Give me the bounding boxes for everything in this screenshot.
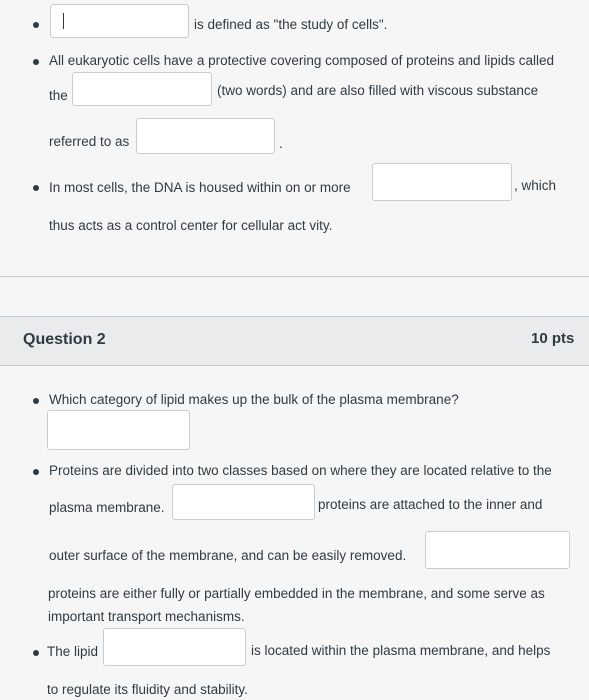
q2-item2-line5: important transport mechanisms. (48, 609, 245, 624)
item2-line1: All eukaryotic cells have a protective covering composed of proteins and lipids called (49, 53, 555, 68)
answer-blank-study-of-cells[interactable] (50, 4, 189, 38)
item3-line1-after: , which (514, 178, 557, 193)
bullet (33, 59, 39, 65)
item3-line2: thus acts as a control center for cellular act vity. (49, 218, 333, 233)
bullet (33, 22, 39, 28)
answer-blank-membrane-lipid[interactable] (103, 628, 246, 666)
item2-line3-before: referred to as (49, 134, 130, 149)
item1-text: is defined as "the study of cells". (194, 17, 388, 32)
q2-item3-line1-after: is located within the plasma membrane, and helps (251, 643, 551, 658)
bullet (33, 185, 39, 191)
q2-item3-line2: to regulate its fluidity and stability. (47, 682, 248, 697)
question-title: Question 2 (23, 331, 106, 348)
item2-line2-after: (two words) and are also filled with viscous substance (217, 83, 539, 98)
item3-line1-before: In most cells, the DNA is housed within on or more (49, 180, 351, 195)
item2-line2-before: the (49, 88, 68, 103)
question-2-header (0, 316, 589, 366)
answer-blank-integral-proteins[interactable] (425, 531, 570, 569)
item2-line3-after: . (279, 136, 283, 151)
q2-item3-line1-before: The lipid (47, 644, 99, 659)
q2-item2-line2-before: plasma membrane. (49, 500, 165, 515)
text-cursor (63, 13, 64, 29)
question-points: 10 pts (531, 330, 575, 347)
bullet (33, 398, 39, 404)
q2-item1-text: Which category of lipid makes up the bulk of the plasma membrane? (49, 392, 459, 407)
bullet (33, 469, 39, 475)
q2-item2-line4: proteins are either fully or partially embedded in the membrane, and some serve as (48, 586, 545, 601)
q2-item2-line1: Proteins are divided into two classes based on where they are located relative to the (49, 463, 552, 478)
answer-blank-protective-covering[interactable] (72, 72, 212, 106)
answer-blank-peripheral-proteins[interactable] (172, 484, 315, 520)
question-1-bottom-border (0, 276, 589, 277)
answer-blank-dna-housing[interactable] (372, 163, 512, 201)
answer-blank-viscous-substance[interactable] (136, 118, 275, 154)
q2-item2-line2-after: proteins are attached to the inner and (318, 497, 543, 512)
q2-item2-line3-before: outer surface of the membrane, and can be easily removed. (49, 548, 407, 563)
bullet (33, 650, 39, 656)
answer-blank-lipid-category[interactable] (47, 410, 190, 450)
